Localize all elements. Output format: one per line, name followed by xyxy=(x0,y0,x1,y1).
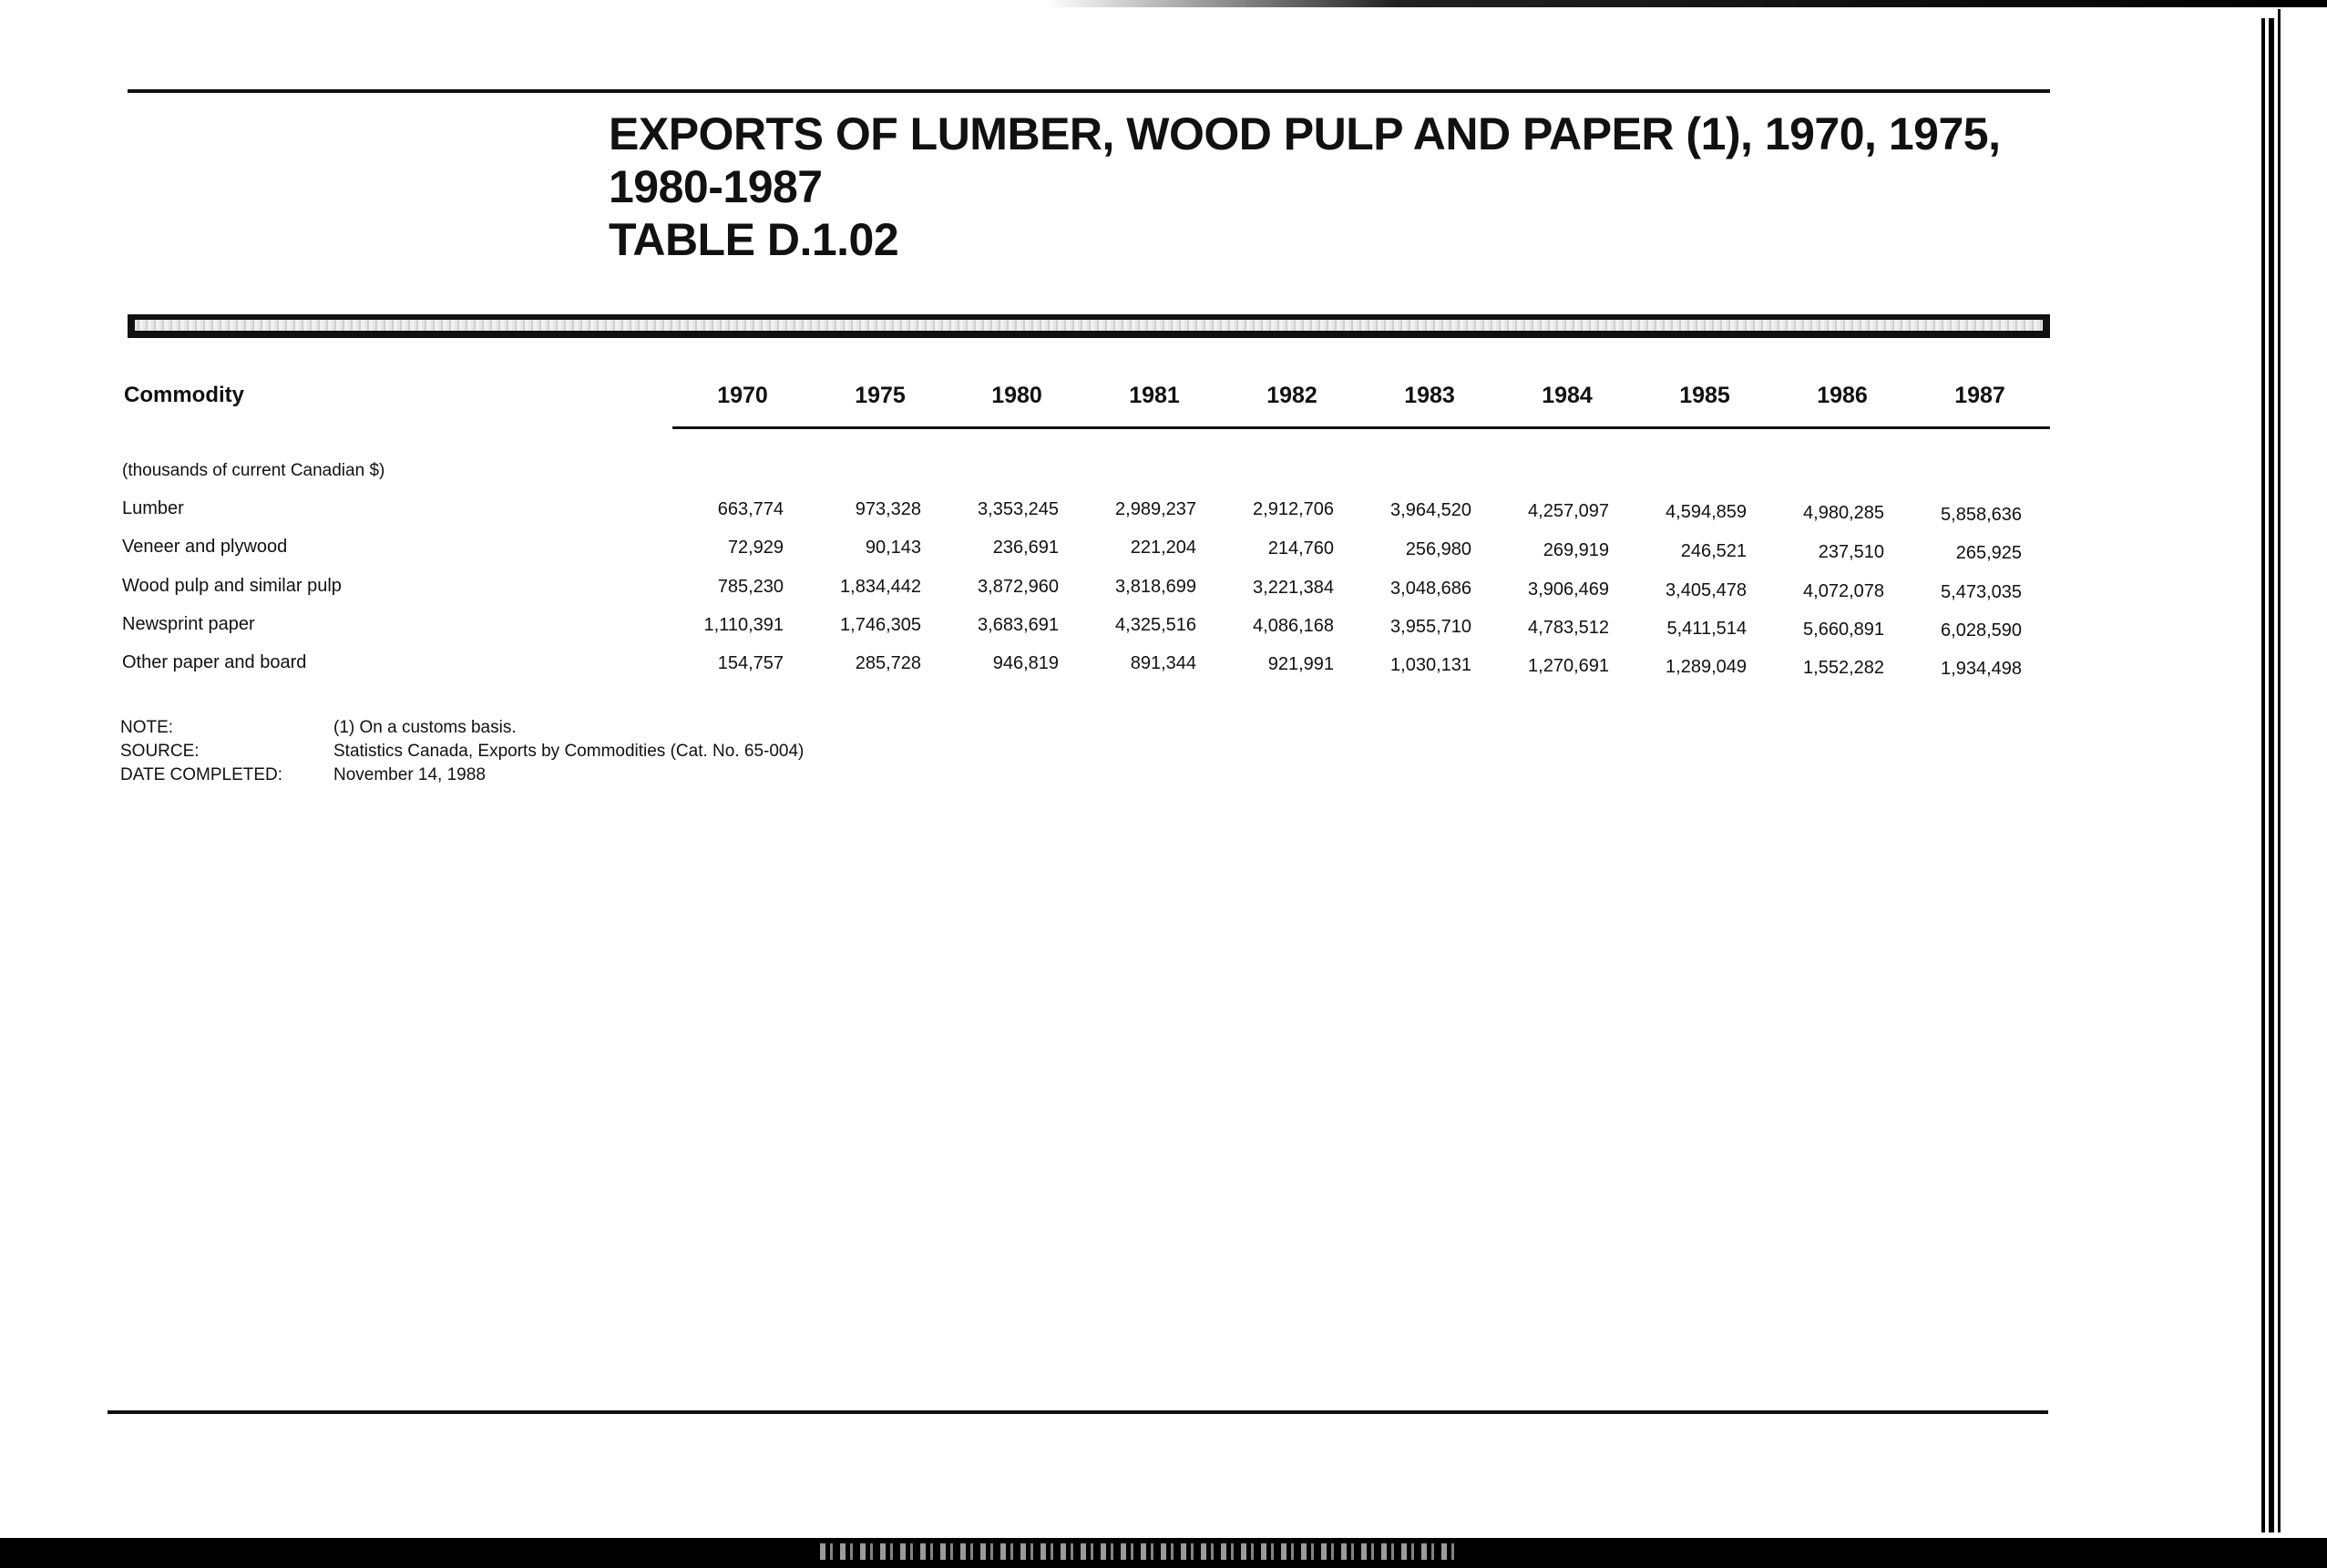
year-header-1980: 1980 xyxy=(991,383,1042,408)
date-text: November 14, 1988 xyxy=(333,765,486,784)
table-cell: 3,221,384 xyxy=(1253,578,1334,598)
table-cell: 265,925 xyxy=(1955,543,2022,563)
table-cell: 1,746,305 xyxy=(840,615,921,635)
units-note: (thousands of current Canadian $) xyxy=(122,461,385,480)
table-cell: 4,594,859 xyxy=(1666,502,1747,522)
title-line-3: TABLE D.1.02 xyxy=(609,214,899,265)
table-cell: 269,919 xyxy=(1543,540,1609,560)
title-line-1: EXPORTS OF LUMBER, WOOD PULP AND PAPER (1), 1970, 1975, xyxy=(609,108,2001,159)
row-label-wood-pulp: Wood pulp and similar pulp xyxy=(122,576,342,596)
scan-margin-right xyxy=(2278,9,2327,1532)
table-cell: 5,411,514 xyxy=(1666,619,1747,639)
date-label: DATE COMPLETED: xyxy=(120,765,283,784)
table-cell: 5,858,636 xyxy=(1941,505,2022,525)
table-cell: 3,872,960 xyxy=(978,577,1059,597)
table-cell: 4,783,512 xyxy=(1528,618,1609,638)
row-label-other-paper: Other paper and board xyxy=(122,652,307,672)
table-cell: 3,906,469 xyxy=(1528,579,1609,600)
note-text: (1) On a customs basis. xyxy=(333,718,517,737)
title-line-2: 1980-1987 xyxy=(609,161,823,212)
table-cell: 1,030,131 xyxy=(1390,655,1471,675)
scan-noise xyxy=(820,1543,1458,1560)
table-cell: 921,991 xyxy=(1267,654,1334,674)
table-cell: 973,328 xyxy=(855,499,921,519)
table-cell: 663,774 xyxy=(717,499,784,519)
table-cell: 3,964,520 xyxy=(1390,500,1471,520)
table-cell: 1,289,049 xyxy=(1666,657,1747,677)
table-cell: 785,230 xyxy=(717,577,784,597)
year-header-1982: 1982 xyxy=(1266,383,1317,408)
table-cell: 1,934,498 xyxy=(1941,659,2022,679)
year-header-1970: 1970 xyxy=(717,383,768,408)
table-cell: 236,691 xyxy=(992,538,1059,558)
year-header-1985: 1985 xyxy=(1679,383,1730,408)
table-cell: 3,353,245 xyxy=(978,499,1059,519)
note-label: NOTE: xyxy=(120,718,174,737)
year-header-1975: 1975 xyxy=(855,383,906,408)
source-text: Statistics Canada, Exports by Commodities (Cat. No. 65-004) xyxy=(333,742,805,761)
commodity-column-header: Commodity xyxy=(124,383,244,407)
table-cell: 1,270,691 xyxy=(1528,656,1609,676)
row-label-veneer: Veneer and plywood xyxy=(122,537,288,557)
table-cell: 221,204 xyxy=(1130,538,1196,558)
bottom-rule xyxy=(108,1410,2048,1414)
year-header-1986: 1986 xyxy=(1817,383,1868,408)
table-cell: 2,989,237 xyxy=(1115,499,1196,519)
table-cell: 237,510 xyxy=(1818,542,1884,562)
table-cell: 5,660,891 xyxy=(1803,620,1884,640)
source-line xyxy=(120,740,804,764)
section-bar-texture xyxy=(135,320,2043,331)
table-cell: 256,980 xyxy=(1405,539,1471,559)
date-line xyxy=(120,764,804,787)
note-line xyxy=(120,716,804,740)
table-cell: 1,552,282 xyxy=(1803,658,1884,678)
table-cell: 2,912,706 xyxy=(1253,499,1334,519)
table-cell: 5,473,035 xyxy=(1941,582,2022,602)
table-cell: 4,086,168 xyxy=(1253,616,1334,636)
table-cell: 3,818,699 xyxy=(1115,577,1196,597)
table-cell: 72,929 xyxy=(727,538,784,558)
header-rule xyxy=(672,426,2050,429)
table-cell: 3,683,691 xyxy=(978,615,1059,635)
table-cell: 891,344 xyxy=(1130,653,1196,673)
table-cell: 1,834,442 xyxy=(840,577,921,597)
scan-edge-right-2 xyxy=(2269,18,2274,1532)
top-rule xyxy=(128,89,2050,93)
table-cell: 154,757 xyxy=(717,653,784,673)
year-header-1984: 1984 xyxy=(1542,383,1593,408)
table-cell: 90,143 xyxy=(865,538,921,558)
year-header-1983: 1983 xyxy=(1404,383,1455,408)
table-cell: 4,072,078 xyxy=(1803,581,1884,601)
table-cell: 4,980,285 xyxy=(1803,503,1884,523)
table-cell: 246,521 xyxy=(1680,541,1747,561)
scan-edge-top xyxy=(0,0,2327,7)
scan-edge-right xyxy=(2261,18,2265,1532)
table-cell: 3,405,478 xyxy=(1666,580,1747,600)
row-label-lumber: Lumber xyxy=(122,498,184,518)
table-cell: 1,110,391 xyxy=(703,615,784,635)
table-cell: 4,325,516 xyxy=(1115,615,1196,635)
table-cell: 946,819 xyxy=(992,653,1059,673)
table-cell: 214,760 xyxy=(1267,538,1334,559)
table-cell: 6,028,590 xyxy=(1941,620,2022,641)
year-header-1987: 1987 xyxy=(1954,383,2005,408)
year-header-1981: 1981 xyxy=(1129,383,1180,408)
table-cell: 4,257,097 xyxy=(1528,501,1609,521)
table-cell: 3,955,710 xyxy=(1390,617,1471,637)
table-cell: 285,728 xyxy=(855,653,921,673)
footnotes xyxy=(120,716,804,787)
page-title xyxy=(609,108,2048,266)
source-label: SOURCE: xyxy=(120,742,200,761)
table-cell: 3,048,686 xyxy=(1390,579,1471,599)
row-label-newsprint: Newsprint paper xyxy=(122,614,255,634)
